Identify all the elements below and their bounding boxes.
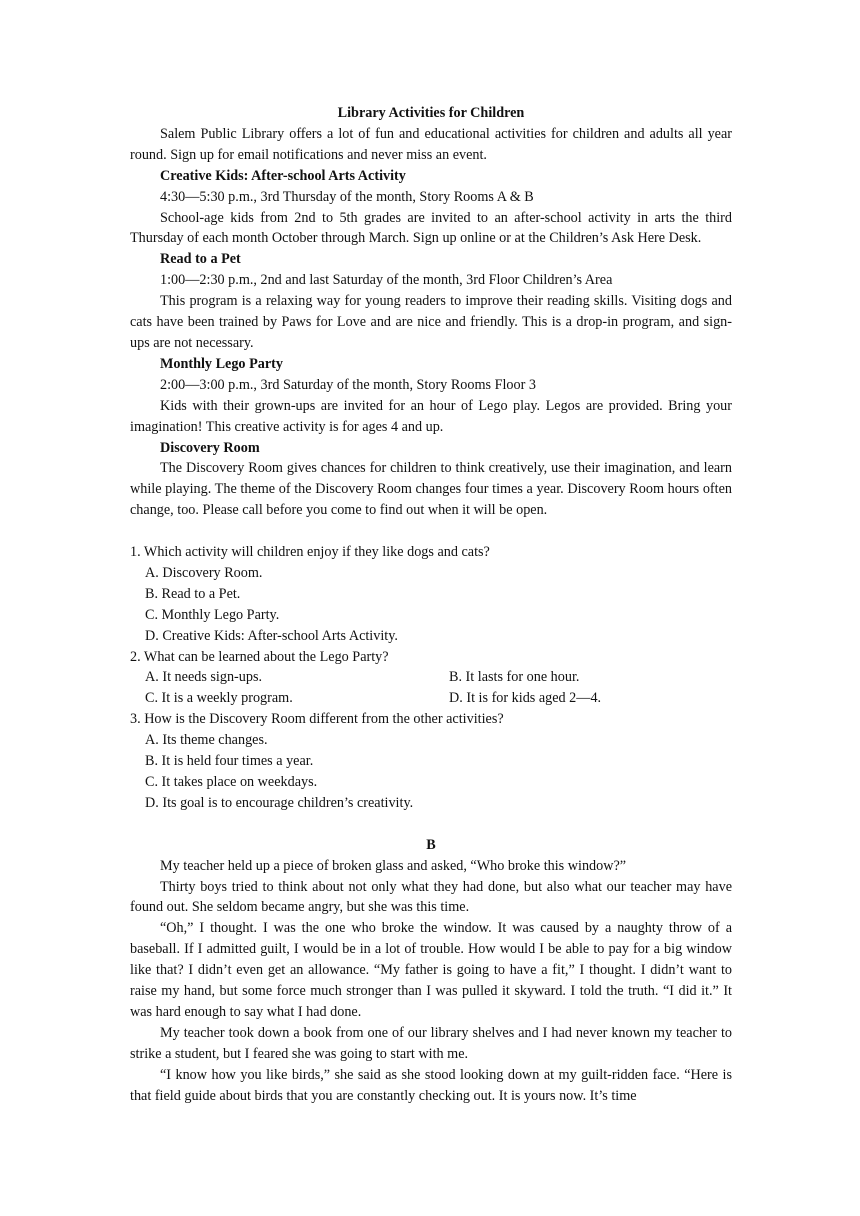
activity-time: 1:00—2:30 p.m., 2nd and last Saturday of the month, 3rd Floor Children’s Area [160, 272, 613, 289]
answer-option: D. It is for kids aged 2—4. [449, 690, 602, 707]
answer-option-row [130, 688, 732, 709]
activity-heading: Read to a Pet [160, 251, 241, 268]
answer-option: C. It is a weekly program. [145, 690, 293, 707]
activity-description: This program is a relaxing way for young readers to improve their reading skills. Visiting dogs and cats have been trained by Paws for Love and are nice and friendly. This is a drop-in program, and sign-ups are not necessary. [130, 293, 732, 351]
answer-option: A. Discovery Room. [145, 564, 263, 581]
activity-description: The Discovery Room gives chances for children to think creatively, use their imagination, and learn while playing. The theme of the Discovery Room changes four times a year. Discovery Room hours often change, too. Please call before you come to find out when it will be open. [130, 460, 732, 519]
answer-option: A. Its theme changes. [145, 732, 268, 749]
answer-option: A. It needs sign-ups. [145, 669, 263, 686]
question-stem: 2. What can be learned about the Lego Party? [130, 648, 389, 665]
story-paragraph: My teacher held up a piece of broken glass and asked, “Who broke this window?” [160, 857, 627, 874]
activity-description: Kids with their grown-ups are invited for an hour of Lego play. Legos are provided. Bring your imagination! This creative activity is for ages 4 and up. [130, 397, 732, 435]
section-label: B [426, 836, 436, 853]
answer-option: D. Its goal is to encourage children’s creativity. [145, 794, 414, 811]
answer-option: B. It is held four times a year. [145, 753, 314, 770]
answer-option: D. Creative Kids: After-school Arts Activity. [145, 627, 398, 644]
activity-heading: Creative Kids: After-school Arts Activity [160, 167, 406, 184]
activity-description: School-age kids from 2nd to 5th grades are invited to an after-school activity in arts the third Thursday of each month October through March. Sign up online or at the Children’s Ask Here Desk. [130, 209, 732, 247]
activity-heading: Discovery Room [160, 439, 260, 456]
answer-option-row [130, 667, 732, 688]
activity-time: 2:00—3:00 p.m., 3rd Saturday of the month, Story Rooms Floor 3 [160, 376, 536, 393]
spacer [130, 521, 732, 542]
story-paragraph: My teacher took down a book from one of our library shelves and I had never known my teacher to strike a student, but I feared she was going to start with me. [130, 1024, 732, 1062]
spacer [130, 814, 732, 835]
answer-option: C. Monthly Lego Party. [145, 606, 280, 623]
question-stem: 1. Which activity will children enjoy if they like dogs and cats? [130, 544, 490, 561]
story-paragraph: “I know how you like birds,” she said as she stood looking down at my guilt-ridden face. “Here is that field guide about birds that you are constantly checking out. It is yours now. It’s time [130, 1066, 732, 1104]
activity-time: 4:30—5:30 p.m., 3rd Thursday of the month, Story Rooms A & B [160, 188, 534, 205]
answer-option: B. Read to a Pet. [145, 585, 241, 602]
intro-paragraph: Salem Public Library offers a lot of fun and educational activities for children and adults all year round. Sign up for email notifications and never miss an event. [130, 125, 732, 163]
story-paragraph: “Oh,” I thought. I was the one who broke the window. It was caused by a naughty throw of a baseball. If I admitted guilt, I would be in a lot of trouble. How would I be able to pay for a big window like that? I didn’t even get an allowance. “My father is going to have a fit,” I thought. I didn’t want to raise my hand, but some force much stronger than I was pulled it skyward. I told the truth. “I did it.” It was hard enough to say what I had done. [130, 920, 732, 1020]
article-title: Library Activities for Children [337, 105, 525, 121]
question-stem: 3. How is the Discovery Room different from the other activities? [130, 711, 504, 728]
document-page [130, 103, 732, 1106]
activity-heading: Monthly Lego Party [160, 355, 283, 372]
story-paragraph: Thirty boys tried to think about not only what they had done, but also what our teacher may have found out. She seldom became angry, but she was this time. [130, 878, 732, 916]
answer-option: C. It takes place on weekdays. [145, 773, 318, 790]
answer-option: B. It lasts for one hour. [449, 669, 580, 686]
